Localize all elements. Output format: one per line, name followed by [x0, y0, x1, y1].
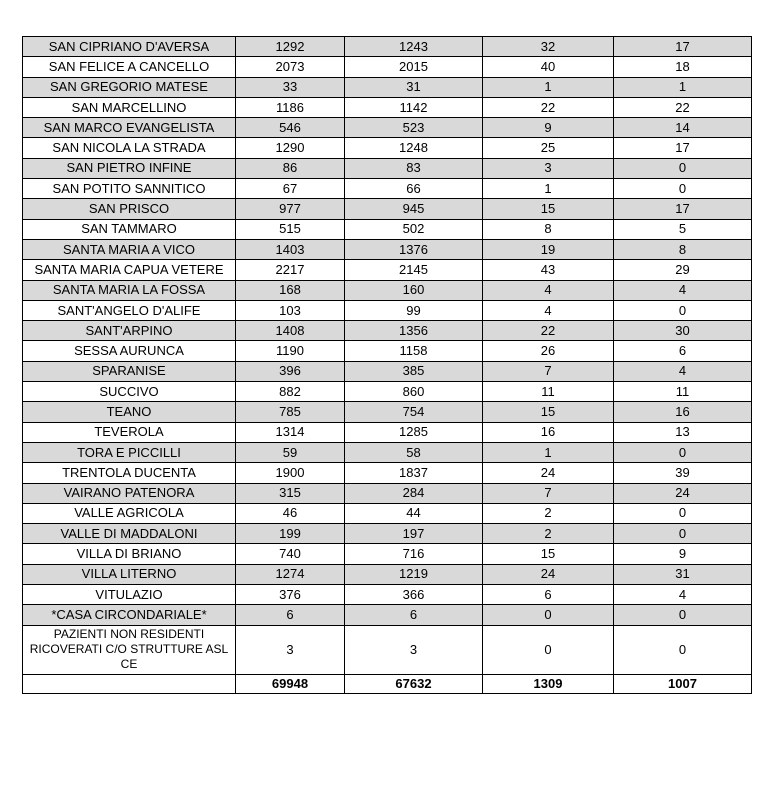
value-col-3-cell: 15: [483, 402, 614, 422]
value-col-1-cell: 1186: [236, 97, 345, 117]
value-col-1-cell: 396: [236, 361, 345, 381]
value-col-2-cell: 1243: [345, 37, 483, 57]
value-col-2-cell: 31: [345, 77, 483, 97]
value-col-1-cell: 2073: [236, 57, 345, 77]
value-col-4-cell: 16: [614, 402, 752, 422]
value-col-1-cell: 785: [236, 402, 345, 422]
municipality-name-cell: SAN TAMMARO: [23, 219, 236, 239]
value-col-1-cell: 2217: [236, 260, 345, 280]
value-col-4-cell: 14: [614, 118, 752, 138]
value-col-2-cell: 1356: [345, 321, 483, 341]
value-col-4-cell: 0: [614, 625, 752, 674]
table-row: [23, 260, 752, 280]
value-col-4-cell: 11: [614, 382, 752, 402]
municipality-name-cell: *CASA CIRCONDARIALE*: [23, 605, 236, 625]
value-col-4-cell: 0: [614, 442, 752, 462]
totals-label-cell: [23, 674, 236, 693]
table-row: [23, 199, 752, 219]
value-col-1-cell: 1290: [236, 138, 345, 158]
table-row: [23, 483, 752, 503]
value-col-1-cell: 86: [236, 158, 345, 178]
municipality-name-cell: SAN NICOLA LA STRADA: [23, 138, 236, 158]
value-col-2-cell: 3: [345, 625, 483, 674]
table-row: [23, 382, 752, 402]
municipality-name-cell: SANT'ANGELO D'ALIFE: [23, 300, 236, 320]
table-row: [23, 341, 752, 361]
table-row: [23, 625, 752, 674]
totals-row: [23, 674, 752, 693]
value-col-2-cell: 58: [345, 442, 483, 462]
table-row: [23, 463, 752, 483]
value-col-4-cell: 29: [614, 260, 752, 280]
table-row: [23, 118, 752, 138]
value-col-4-cell: 4: [614, 280, 752, 300]
value-col-1-cell: 1408: [236, 321, 345, 341]
value-col-3-cell: 1: [483, 442, 614, 462]
value-col-2-cell: 385: [345, 361, 483, 381]
table-row: [23, 97, 752, 117]
total-value-col-3-cell: 1309: [483, 674, 614, 693]
value-col-4-cell: 24: [614, 483, 752, 503]
value-col-3-cell: 3: [483, 158, 614, 178]
total-value-col-1-cell: 69948: [236, 674, 345, 693]
municipality-name-cell: SAN FELICE A CANCELLO: [23, 57, 236, 77]
value-col-2-cell: 1837: [345, 463, 483, 483]
value-col-3-cell: 0: [483, 605, 614, 625]
municipality-name-cell: VILLA DI BRIANO: [23, 544, 236, 564]
value-col-4-cell: 13: [614, 422, 752, 442]
table-row: [23, 605, 752, 625]
table-row: [23, 280, 752, 300]
municipality-name-cell: SUCCIVO: [23, 382, 236, 402]
municipality-name-cell: VITULAZIO: [23, 585, 236, 605]
value-col-2-cell: 2145: [345, 260, 483, 280]
value-col-4-cell: 39: [614, 463, 752, 483]
municipality-name-cell: VALLE DI MADDALONI: [23, 524, 236, 544]
value-col-1-cell: 67: [236, 179, 345, 199]
value-col-3-cell: 26: [483, 341, 614, 361]
table-row: [23, 442, 752, 462]
value-col-2-cell: 1248: [345, 138, 483, 158]
value-col-2-cell: 1285: [345, 422, 483, 442]
value-col-4-cell: 0: [614, 158, 752, 178]
value-col-3-cell: 25: [483, 138, 614, 158]
value-col-4-cell: 5: [614, 219, 752, 239]
value-col-2-cell: 1142: [345, 97, 483, 117]
table-row: [23, 57, 752, 77]
value-col-4-cell: 17: [614, 37, 752, 57]
value-col-3-cell: 32: [483, 37, 614, 57]
value-col-1-cell: 376: [236, 585, 345, 605]
value-col-3-cell: 9: [483, 118, 614, 138]
value-col-1-cell: 168: [236, 280, 345, 300]
value-col-2-cell: 523: [345, 118, 483, 138]
table-row: [23, 158, 752, 178]
value-col-3-cell: 24: [483, 463, 614, 483]
value-col-3-cell: 22: [483, 321, 614, 341]
value-col-4-cell: 0: [614, 179, 752, 199]
value-col-1-cell: 199: [236, 524, 345, 544]
value-col-2-cell: 284: [345, 483, 483, 503]
value-col-2-cell: 197: [345, 524, 483, 544]
value-col-3-cell: 19: [483, 239, 614, 259]
value-col-4-cell: 9: [614, 544, 752, 564]
value-col-2-cell: 1376: [345, 239, 483, 259]
value-col-4-cell: 4: [614, 585, 752, 605]
value-col-1-cell: 1314: [236, 422, 345, 442]
value-col-2-cell: 66: [345, 179, 483, 199]
municipality-name-cell: SAN MARCO EVANGELISTA: [23, 118, 236, 138]
municipality-name-cell: SANT'ARPINO: [23, 321, 236, 341]
municipality-name-cell: SPARANISE: [23, 361, 236, 381]
municipality-name-cell: VALLE AGRICOLA: [23, 503, 236, 523]
value-col-3-cell: 0: [483, 625, 614, 674]
value-col-2-cell: 754: [345, 402, 483, 422]
value-col-2-cell: 83: [345, 158, 483, 178]
value-col-4-cell: 8: [614, 239, 752, 259]
value-col-4-cell: 6: [614, 341, 752, 361]
table-body: [23, 37, 752, 694]
value-col-1-cell: 515: [236, 219, 345, 239]
table-row: [23, 300, 752, 320]
value-col-1-cell: 1292: [236, 37, 345, 57]
value-col-1-cell: 1403: [236, 239, 345, 259]
municipality-name-cell: TEANO: [23, 402, 236, 422]
table-row: [23, 239, 752, 259]
value-col-1-cell: 1190: [236, 341, 345, 361]
table-row: [23, 219, 752, 239]
value-col-1-cell: 46: [236, 503, 345, 523]
value-col-1-cell: 33: [236, 77, 345, 97]
municipality-name-cell: SANTA MARIA LA FOSSA: [23, 280, 236, 300]
municipality-name-cell: TRENTOLA DUCENTA: [23, 463, 236, 483]
value-col-3-cell: 2: [483, 524, 614, 544]
value-col-4-cell: 22: [614, 97, 752, 117]
value-col-4-cell: 17: [614, 138, 752, 158]
value-col-4-cell: 0: [614, 524, 752, 544]
value-col-3-cell: 2: [483, 503, 614, 523]
value-col-2-cell: 1158: [345, 341, 483, 361]
value-col-1-cell: 740: [236, 544, 345, 564]
table-row: [23, 544, 752, 564]
value-col-3-cell: 8: [483, 219, 614, 239]
value-col-4-cell: 0: [614, 503, 752, 523]
municipality-name-cell: VILLA LITERNO: [23, 564, 236, 584]
municipality-name-cell: SAN MARCELLINO: [23, 97, 236, 117]
value-col-1-cell: 3: [236, 625, 345, 674]
municipality-name-cell: VAIRANO PATENORA: [23, 483, 236, 503]
table-row: [23, 503, 752, 523]
value-col-2-cell: 1219: [345, 564, 483, 584]
value-col-4-cell: 17: [614, 199, 752, 219]
municipality-name-cell: TEVEROLA: [23, 422, 236, 442]
value-col-3-cell: 40: [483, 57, 614, 77]
value-col-3-cell: 24: [483, 564, 614, 584]
value-col-1-cell: 6: [236, 605, 345, 625]
value-col-2-cell: 160: [345, 280, 483, 300]
value-col-2-cell: 945: [345, 199, 483, 219]
table-row: [23, 402, 752, 422]
value-col-3-cell: 4: [483, 300, 614, 320]
value-col-4-cell: 0: [614, 605, 752, 625]
municipality-name-cell: SAN PRISCO: [23, 199, 236, 219]
value-col-2-cell: 99: [345, 300, 483, 320]
table-row: [23, 524, 752, 544]
value-col-3-cell: 43: [483, 260, 614, 280]
value-col-3-cell: 16: [483, 422, 614, 442]
municipality-name-cell: SESSA AURUNCA: [23, 341, 236, 361]
table-row: [23, 321, 752, 341]
value-col-4-cell: 18: [614, 57, 752, 77]
municipality-name-cell: TORA E PICCILLI: [23, 442, 236, 462]
value-col-1-cell: 315: [236, 483, 345, 503]
value-col-2-cell: 716: [345, 544, 483, 564]
table-row: [23, 564, 752, 584]
value-col-1-cell: 103: [236, 300, 345, 320]
municipality-name-cell: SAN PIETRO INFINE: [23, 158, 236, 178]
table-row: [23, 179, 752, 199]
value-col-1-cell: 977: [236, 199, 345, 219]
municipality-name-cell: SAN CIPRIANO D'AVERSA: [23, 37, 236, 57]
value-col-4-cell: 1: [614, 77, 752, 97]
value-col-3-cell: 22: [483, 97, 614, 117]
value-col-3-cell: 15: [483, 199, 614, 219]
value-col-3-cell: 11: [483, 382, 614, 402]
municipality-name-cell: SANTA MARIA A VICO: [23, 239, 236, 259]
value-col-2-cell: 6: [345, 605, 483, 625]
table-row: [23, 422, 752, 442]
value-col-3-cell: 1: [483, 77, 614, 97]
table-row: [23, 77, 752, 97]
data-table-container: [22, 36, 751, 694]
table-row: [23, 361, 752, 381]
value-col-3-cell: 15: [483, 544, 614, 564]
value-col-1-cell: 546: [236, 118, 345, 138]
total-value-col-2-cell: 67632: [345, 674, 483, 693]
value-col-1-cell: 882: [236, 382, 345, 402]
value-col-4-cell: 4: [614, 361, 752, 381]
municipality-name-cell: SAN POTITO SANNITICO: [23, 179, 236, 199]
municipality-name-cell: PAZIENTI NON RESIDENTI RICOVERATI C/O STRUTTURE ASL CE: [23, 625, 236, 674]
value-col-4-cell: 31: [614, 564, 752, 584]
table-row: [23, 585, 752, 605]
value-col-3-cell: 1: [483, 179, 614, 199]
total-value-col-4-cell: 1007: [614, 674, 752, 693]
value-col-3-cell: 7: [483, 483, 614, 503]
value-col-3-cell: 7: [483, 361, 614, 381]
table-row: [23, 37, 752, 57]
value-col-2-cell: 860: [345, 382, 483, 402]
value-col-3-cell: 4: [483, 280, 614, 300]
value-col-1-cell: 59: [236, 442, 345, 462]
value-col-2-cell: 44: [345, 503, 483, 523]
municipality-name-cell: SAN GREGORIO MATESE: [23, 77, 236, 97]
table-row: [23, 138, 752, 158]
value-col-1-cell: 1900: [236, 463, 345, 483]
value-col-3-cell: 6: [483, 585, 614, 605]
value-col-2-cell: 366: [345, 585, 483, 605]
municipality-table: [22, 36, 752, 694]
value-col-4-cell: 0: [614, 300, 752, 320]
value-col-1-cell: 1274: [236, 564, 345, 584]
value-col-4-cell: 30: [614, 321, 752, 341]
value-col-2-cell: 2015: [345, 57, 483, 77]
value-col-2-cell: 502: [345, 219, 483, 239]
municipality-name-cell: SANTA MARIA CAPUA VETERE: [23, 260, 236, 280]
